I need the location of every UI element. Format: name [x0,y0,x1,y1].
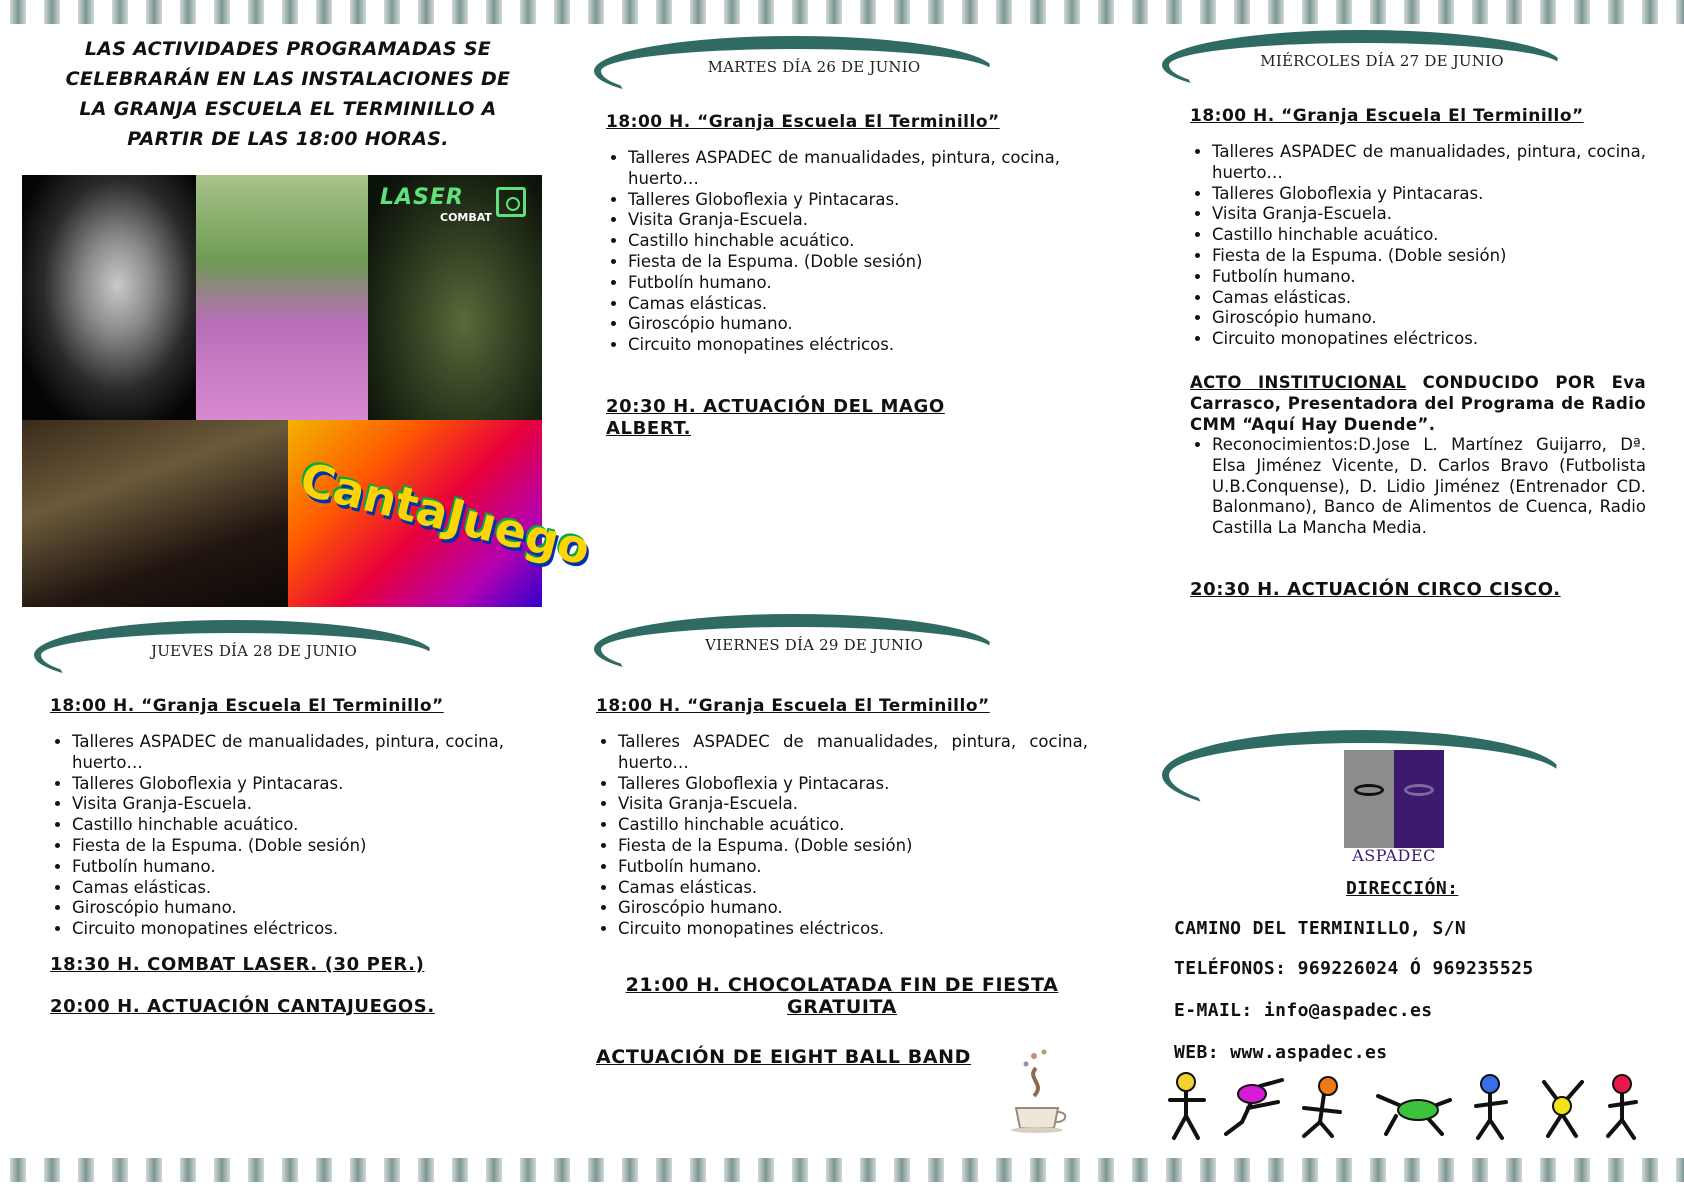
martes-section [606,112,1060,440]
list-item: • Reconocimientos:D.Jose L. Martínez Guijarro, Dª. Elsa Jiménez Vicente, D. Carlos Bravo (Futbolista U.B.Conquense), D. Lidio Jiménez (Entrenador CD. Balonmano), Banco de Alimentos de Cuenca, Radio Castilla La Mancha Media. [1212,435,1646,539]
viernes-header [594,614,994,684]
band-photo [22,420,288,607]
intro-line: PARTIR DE LAS 18:00 HORAS. [127,128,449,150]
list-item: • Circuito monopatines eléctricos. [72,919,504,940]
acto-title: ACTO INSTITUCIONAL [1190,372,1407,392]
event-combat-laser: 18:30 H. COMBAT LASER. (30 PER.) [50,953,425,975]
day-title: VIERNES DÍA 29 DE JUNIO [705,636,923,654]
portrait-photo [22,175,196,420]
bottom-border-strip [0,1158,1684,1182]
list-item: • Talleres Globoflexia y Pintacaras. [72,774,504,795]
list-item: • Camas elásticas. [72,878,504,899]
list-item: • Fiesta de la Espuma. (Doble sesión) [72,836,504,857]
list-item: • Castillo hinchable acuático. [628,231,1060,252]
list-item: • Futbolín humano. [628,273,1060,294]
event-cantajuegos: 20:00 H. ACTUACIÓN CANTAJUEGOS. [50,995,435,1017]
list-item: • Giroscópio humano. [628,314,1060,335]
eye-icon [1354,784,1384,796]
list-item: • Talleres ASPADEC de manualidades, pintura, cocina, huerto… [72,732,504,774]
target-icon [496,187,526,217]
list-item: • Circuito monopatines eléctricos. [628,335,1060,356]
laser-sub: COMBAT [440,211,492,224]
list-item: • Giroscópio humano. [618,898,1088,919]
list-item: • Talleres ASPADEC de manualidades, pintura, cocina, huerto… [618,732,1088,774]
direccion-label: DIRECCIÓN: [1346,878,1459,899]
photo-collage [22,175,596,607]
reconocimientos-list [1190,435,1646,539]
list-item: • Talleres ASPADEC de manualidades, pintura, cocina, huerto… [1212,142,1646,184]
list-item: • Futbolín humano. [618,857,1088,878]
list-item: • Futbolín humano. [72,857,504,878]
email-text: E-MAIL: info@aspadec.es [1174,1000,1433,1021]
list-item: • Talleres ASPADEC de manualidades, pintura, cocina, huerto… [628,148,1060,190]
martes-header [594,36,994,106]
activity-list [596,732,1088,940]
web-text: WEB: www.aspadec.es [1174,1042,1388,1063]
list-item: • Talleres Globoflexia y Pintacaras. [628,190,1060,211]
eye-icon [1404,784,1434,796]
viernes-section [596,696,1088,1068]
event-circo: 20:30 H. ACTUACIÓN CIRCO CISCO. [1190,578,1561,600]
intro-line: LA GRANJA ESCUELA EL TERMINILLO A [79,98,497,120]
laser-combat-photo [368,175,542,420]
list-item: • Castillo hinchable acuático. [618,815,1088,836]
cantajuego-logo [288,420,596,607]
event-chocolatada: 21:00 H. CHOCOLATADA FIN DE FIESTA GRATUITA [625,973,1059,1018]
acto-institucional [1190,372,1646,435]
venue-heading: 18:00 H. “Granja Escuela El Terminillo” [50,696,444,716]
venue-heading: 18:00 H. “Granja Escuela El Terminillo” [606,112,1000,132]
dancing-figures-illustration [1164,1072,1644,1142]
day-title: MIÉRCOLES DÍA 27 DE JUNIO [1260,52,1504,70]
list-item: • Futbolín humano. [1212,267,1646,288]
coffee-cup-icon [1006,1046,1068,1134]
acto-description: CONDUCIDO POR Eva Carrasco, Presentadora del Programa de Radio CMM “Aquí Hay Duende”. [1190,372,1646,434]
intro-text [28,34,548,154]
list-item: • Visita Granja-Escuela. [72,794,504,815]
intro-line: LAS ACTIVIDADES PROGRAMADAS SE [84,38,492,60]
list-item: • Talleres Globoflexia y Pintacaras. [1212,184,1646,205]
activity-list [50,732,504,940]
day-title: JUEVES DÍA 28 DE JUNIO [151,642,357,660]
laser-word: LASER [380,185,464,210]
jueves-section [50,696,504,1018]
list-item: • Talleres Globoflexia y Pintacaras. [618,774,1088,795]
venue-heading: 18:00 H. “Granja Escuela El Terminillo” [1190,106,1584,126]
list-item: • Fiesta de la Espuma. (Doble sesión) [1212,246,1646,267]
list-item: • Circuito monopatines eléctricos. [1212,329,1646,350]
list-item: • Fiesta de la Espuma. (Doble sesión) [628,252,1060,273]
list-item: • Giroscópio humano. [1212,308,1646,329]
list-item: • Camas elásticas. [1212,288,1646,309]
list-item: • Fiesta de la Espuma. (Doble sesión) [618,836,1088,857]
list-item: • Camas elásticas. [618,878,1088,899]
miercoles-header [1162,30,1562,100]
top-border-strip [0,0,1684,24]
venue-heading: 18:00 H. “Granja Escuela El Terminillo” [596,696,990,716]
list-item: • Castillo hinchable acuático. [1212,225,1646,246]
day-title: MARTES DÍA 26 DE JUNIO [707,58,921,76]
activity-list [606,148,1060,356]
event-eight-ball-band: ACTUACIÓN DE EIGHT BALL BAND [596,1045,971,1068]
canta-word: CantaJuego [295,451,596,576]
list-item: • Camas elásticas. [628,294,1060,315]
list-item: • Castillo hinchable acuático. [72,815,504,836]
miercoles-section [1190,106,1646,601]
list-item: • Visita Granja-Escuela. [1212,204,1646,225]
activity-photo [196,175,368,420]
intro-line: CELEBRARÁN EN LAS INSTALACIONES DE [65,68,511,90]
event-mago: 20:30 H. ACTUACIÓN DEL MAGO ALBERT. [606,395,945,439]
phones-text: TELÉFONOS: 969226024 Ó 969235525 [1174,958,1534,979]
list-item: • Circuito monopatines eléctricos. [618,919,1088,940]
jueves-header [34,620,434,690]
list-item: • Visita Granja-Escuela. [628,210,1060,231]
list-item: • Visita Granja-Escuela. [618,794,1088,815]
list-item: • Giroscópio humano. [72,898,504,919]
aspadec-logo [1344,750,1444,848]
activity-list [1190,142,1646,350]
address-text: CAMINO DEL TERMINILLO, S/N [1174,918,1467,939]
logo-text: ASPADEC [1352,846,1436,865]
